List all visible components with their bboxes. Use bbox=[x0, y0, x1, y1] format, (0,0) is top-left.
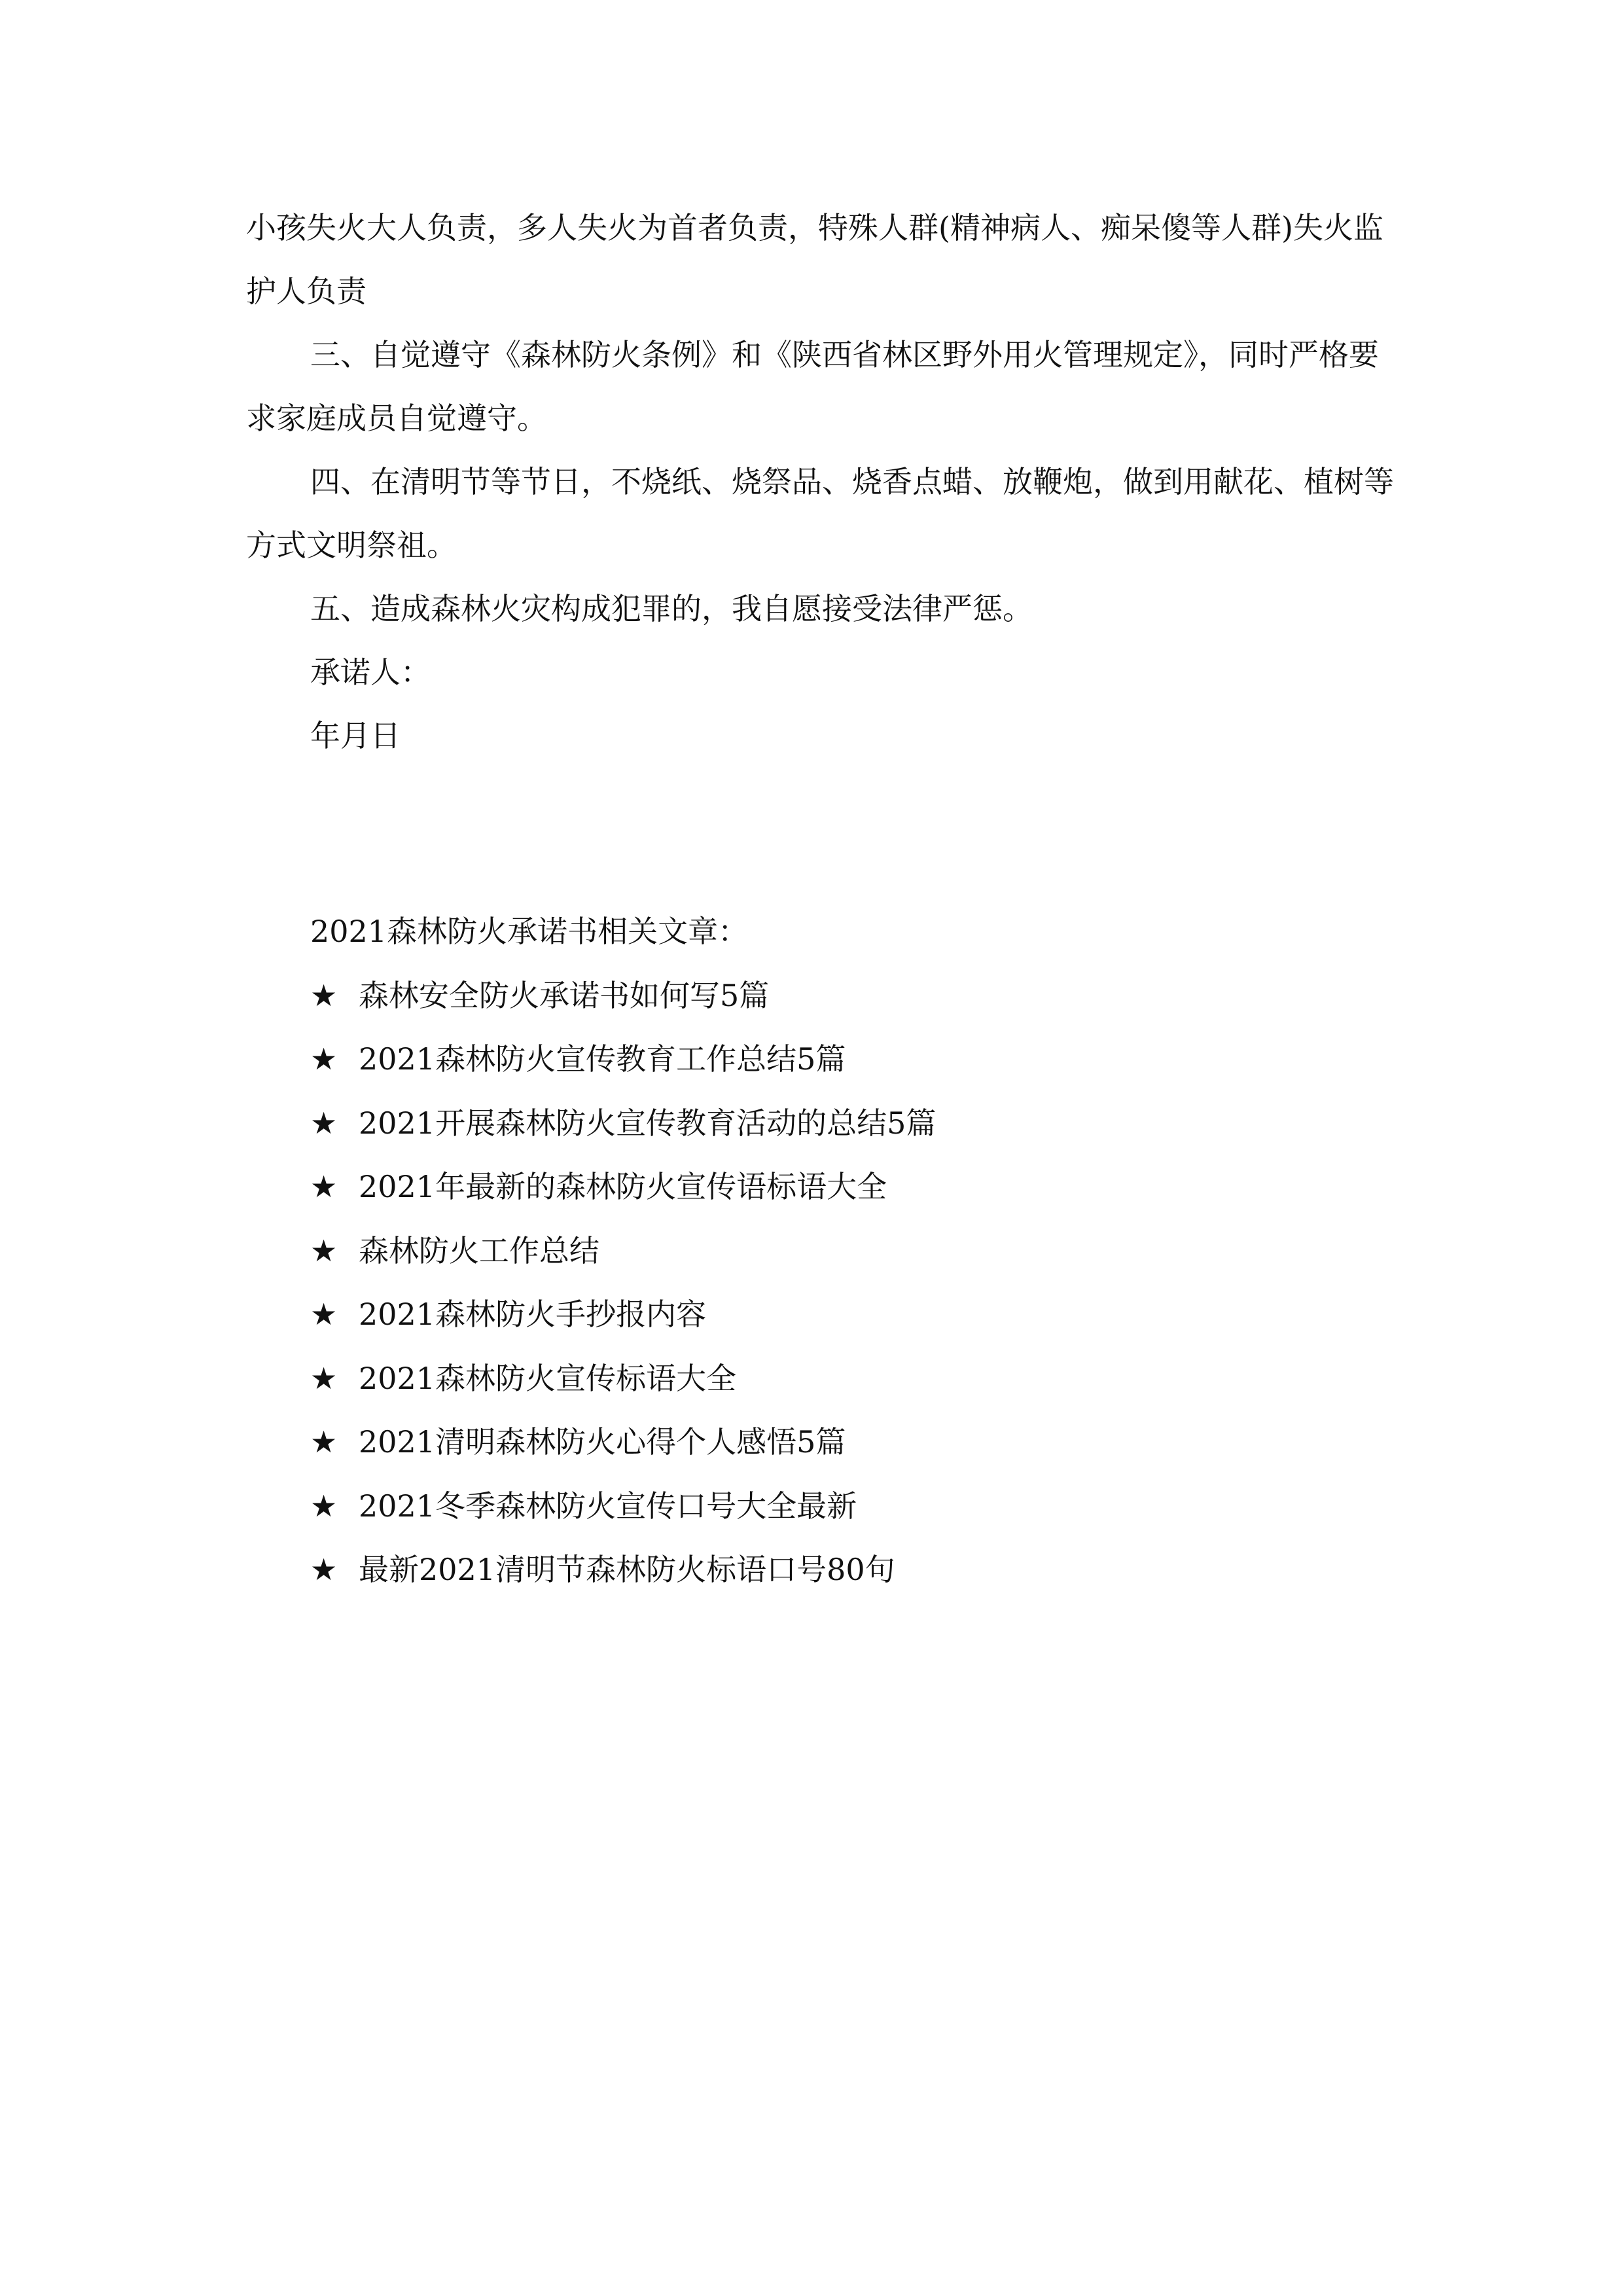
related-article-link[interactable]: 森林防火工作总结 bbox=[359, 1232, 599, 1268]
related-article-item[interactable] bbox=[310, 964, 936, 1028]
related-article-link[interactable]: 2021森林防火宣传标语大全 bbox=[359, 1360, 737, 1396]
related-article-link[interactable]: 最新2021清明节森林防火标语口号80句 bbox=[359, 1552, 895, 1587]
related-article-link[interactable]: 2021年最新的森林防火宣传语标语大全 bbox=[359, 1169, 887, 1204]
signature-label: 承诺人： bbox=[310, 655, 431, 690]
star-icon: ★ bbox=[310, 1041, 338, 1077]
related-articles-list bbox=[310, 964, 936, 1602]
related-article-item[interactable] bbox=[310, 1283, 936, 1347]
document-body bbox=[246, 196, 1398, 768]
related-article-item[interactable] bbox=[310, 1092, 936, 1156]
related-articles-heading: 2021森林防火承诺书相关文章： bbox=[310, 914, 749, 949]
date-label: 年月日 bbox=[310, 718, 401, 753]
related-article-item[interactable] bbox=[310, 1538, 936, 1602]
paragraph-item-4: 四、在清明节等节日，不烧纸、烧祭品、烧香点蜡、放鞭炮，做到用献花、植树等方式文明祭祖。 bbox=[246, 464, 1394, 563]
star-icon: ★ bbox=[310, 1297, 338, 1332]
related-article-item[interactable] bbox=[310, 1347, 936, 1411]
related-article-link[interactable]: 2021开展森林防火宣传教育活动的总结5篇 bbox=[359, 1105, 936, 1141]
related-article-item[interactable] bbox=[310, 1475, 936, 1539]
related-article-item[interactable] bbox=[310, 1219, 936, 1283]
related-article-item[interactable] bbox=[310, 1155, 936, 1219]
star-icon: ★ bbox=[310, 1360, 338, 1396]
related-article-item[interactable] bbox=[310, 1410, 936, 1475]
related-article-link[interactable]: 2021森林防火手抄报内容 bbox=[359, 1297, 707, 1332]
paragraph-item-3: 三、自觉遵守《森林防火条例》和《陕西省林区野外用火管理规定》，同时严格要求家庭成员自觉遵守。 bbox=[246, 337, 1379, 436]
related-article-link[interactable]: 森林安全防火承诺书如何写5篇 bbox=[359, 977, 770, 1013]
related-article-link[interactable]: 2021冬季森林防火宣传口号大全最新 bbox=[359, 1488, 857, 1524]
paragraph-responsibility: 小孩失火大人负责，多人失火为首者负责，特殊人群(精神病人、痴呆傻等人群)失火监护人负责 bbox=[246, 210, 1383, 309]
star-icon: ★ bbox=[310, 1169, 338, 1204]
star-icon: ★ bbox=[310, 1424, 338, 1460]
star-icon: ★ bbox=[310, 1552, 338, 1587]
star-icon: ★ bbox=[310, 977, 338, 1013]
related-article-link[interactable]: 2021森林防火宣传教育工作总结5篇 bbox=[359, 1041, 846, 1077]
star-icon: ★ bbox=[310, 1105, 338, 1141]
related-article-item[interactable] bbox=[310, 1028, 936, 1092]
paragraph-item-5: 五、造成森林火灾构成犯罪的，我自愿接受法律严惩。 bbox=[310, 591, 1033, 626]
star-icon: ★ bbox=[310, 1488, 338, 1524]
related-articles bbox=[310, 900, 936, 1602]
star-icon: ★ bbox=[310, 1232, 338, 1268]
related-article-link[interactable]: 2021清明森林防火心得个人感悟5篇 bbox=[359, 1424, 846, 1460]
